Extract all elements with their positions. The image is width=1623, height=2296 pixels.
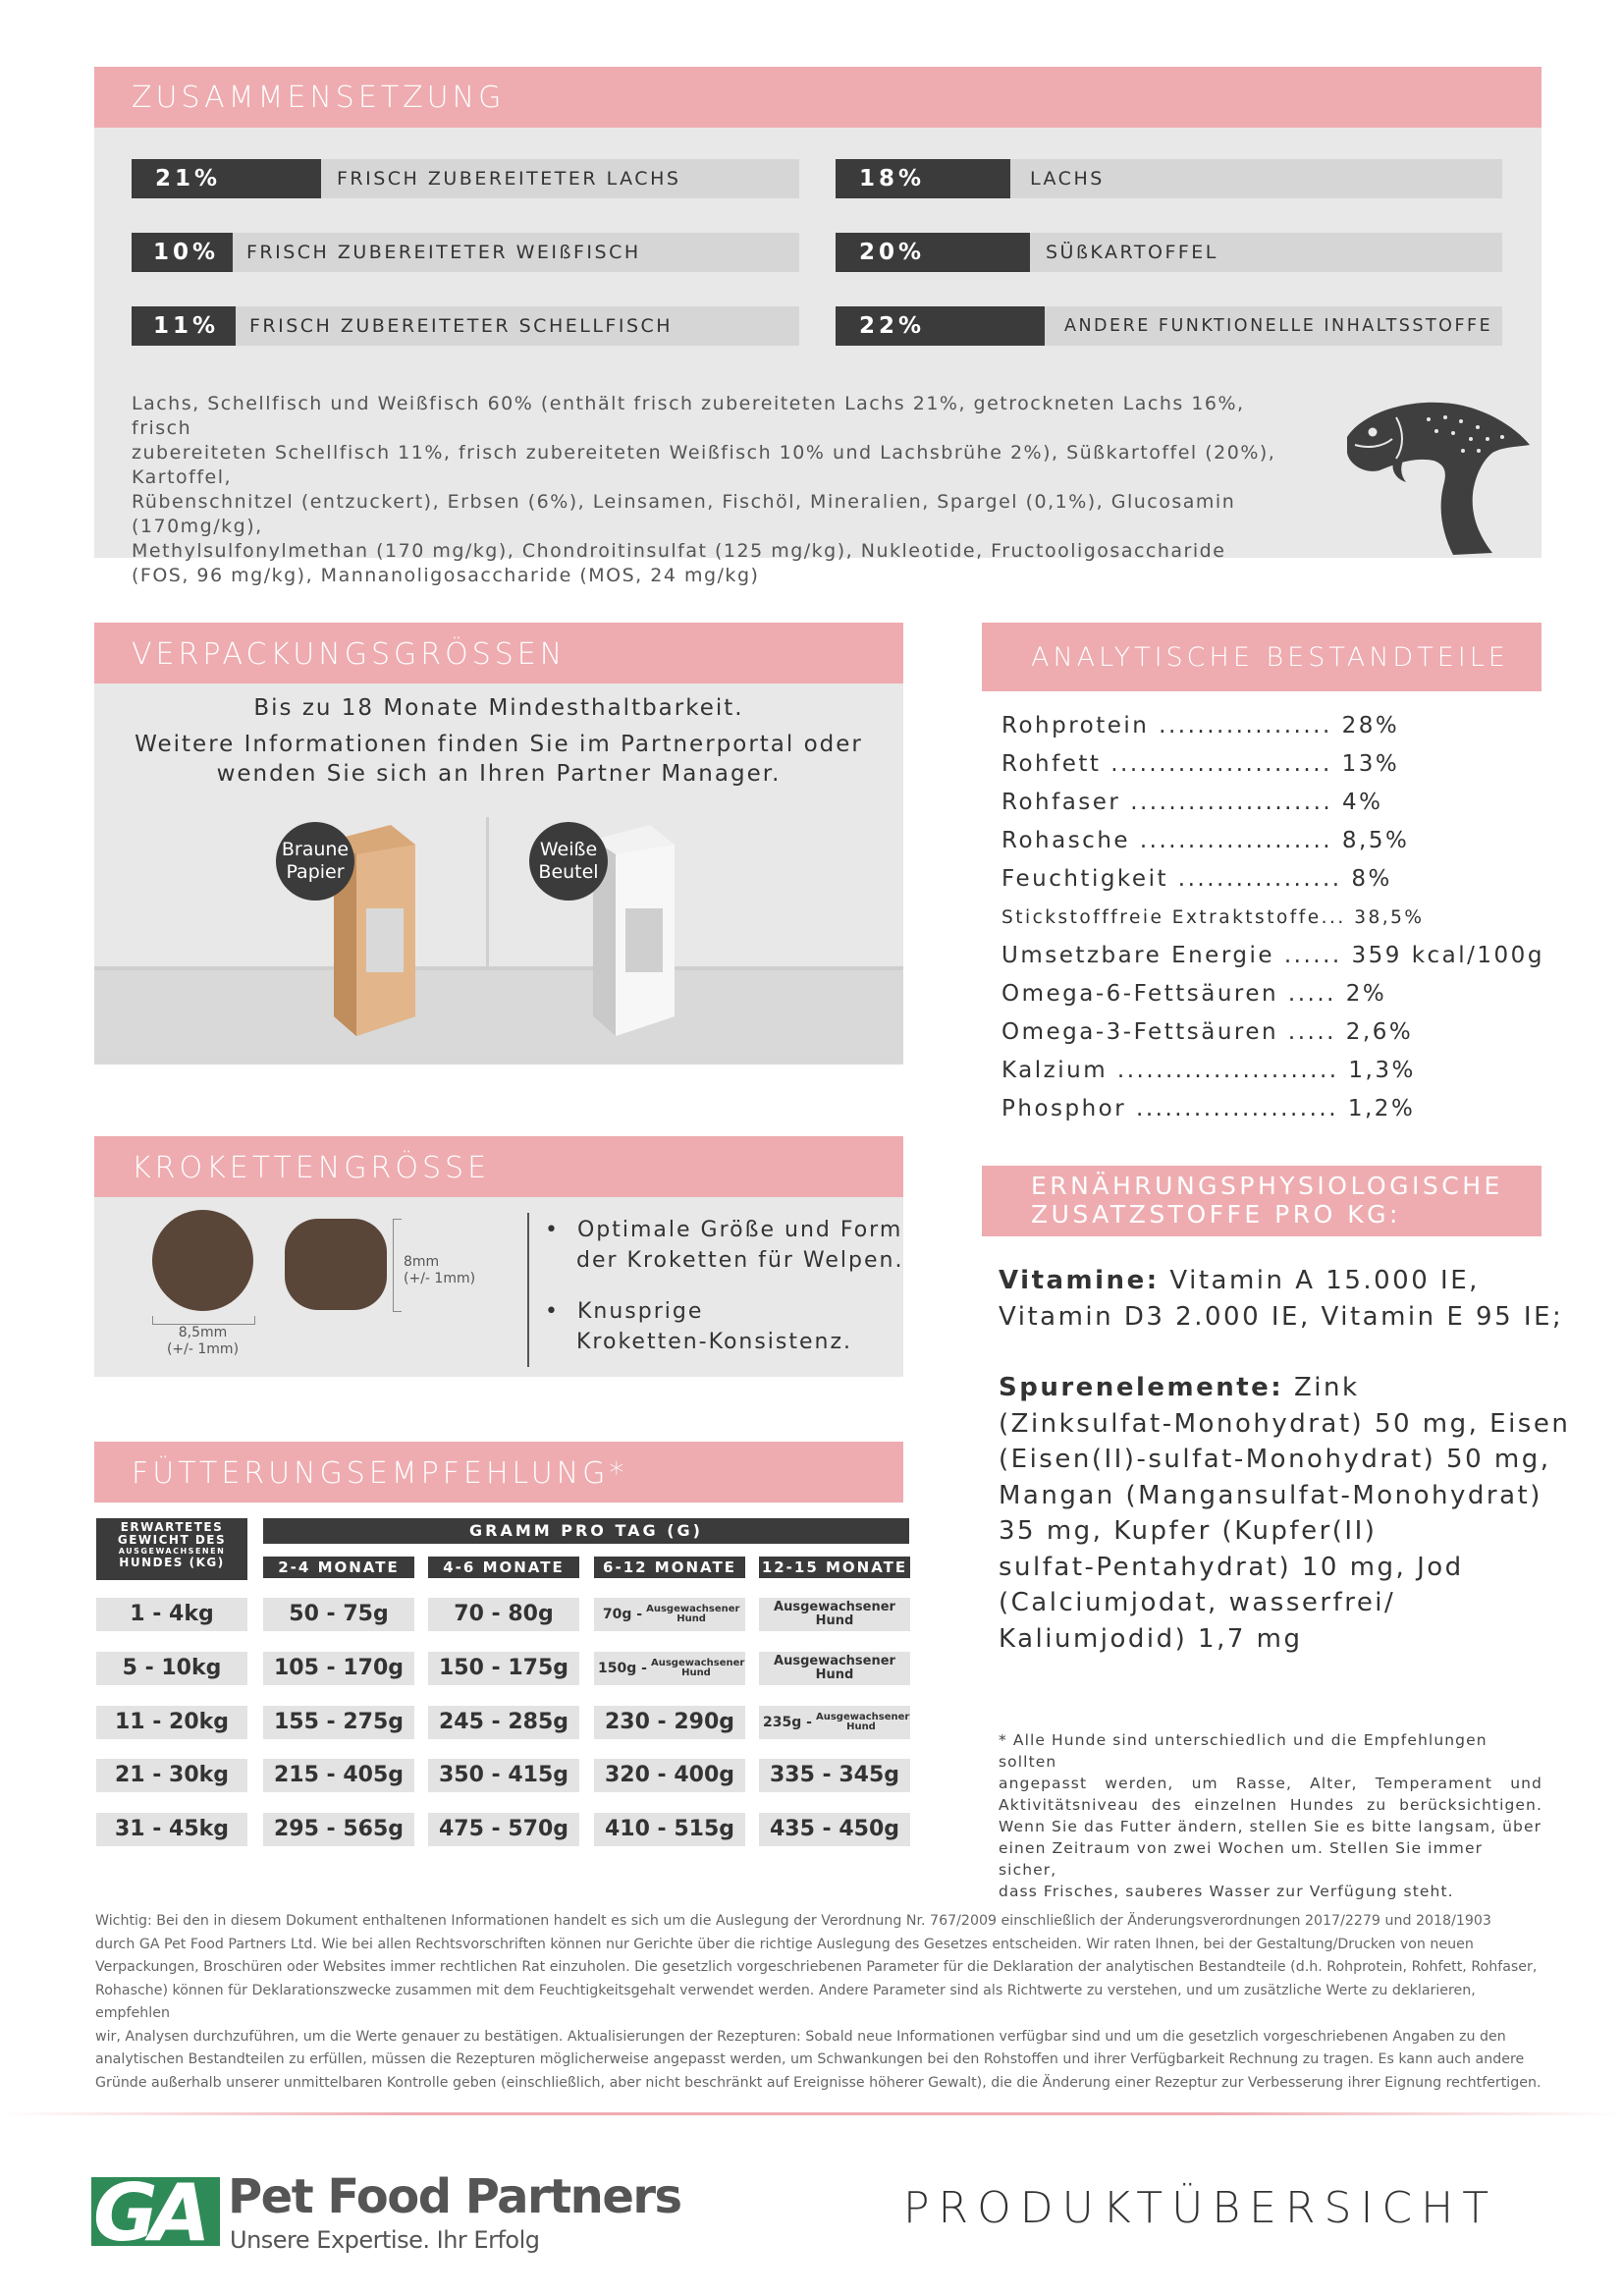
kibble-side-icon	[285, 1219, 387, 1310]
gram-cell: 245 - 285g	[428, 1706, 579, 1739]
gram-cell: 410 - 515g	[594, 1813, 745, 1846]
brown-bag-label-line: Braune	[281, 839, 350, 860]
disclaimer-line: Verpackungen, Broschüren oder Websites immer rechtlichen Rat einzuholen. Die gesetzlich vorgeschriebenen Parameter für die Deklaration der analytischen Bestandteile (d.h. Rohprotein, Rohfett, Rohfaser,	[95, 1959, 1538, 1975]
partner-info-text: Weitere Informationen finden Sie im Partnerportal oder	[135, 732, 863, 757]
gram-cell: 105 - 170g	[263, 1652, 414, 1685]
gram-cell: 230 - 290g	[594, 1706, 745, 1739]
analytic-item: Rohasche .................... 8,5%	[1001, 828, 1410, 853]
kibble-height	[404, 1254, 475, 1287]
analytic-item: Feuchtigkeit ................. 8%	[1001, 866, 1392, 892]
kibble-height-tolerance: (+/- 1mm)	[404, 1271, 476, 1286]
composition-percent: 18%	[836, 159, 1010, 198]
kibble-diameter-bracket	[152, 1316, 255, 1325]
weight-header-line: HUNDES (KG)	[119, 1556, 225, 1569]
weight-cell: 21 - 30kg	[96, 1759, 247, 1792]
composition-label: SÜßKARTOFFEL	[1030, 233, 1502, 272]
footnote-line: Aktivitätsniveau des einzelnen Hundes zu berücksichtigen.	[999, 1796, 1542, 1814]
ga-logo-letters: GA	[93, 2177, 203, 2246]
month-header: 6-12 MONATE	[594, 1557, 745, 1578]
weight-header	[96, 1518, 247, 1580]
room-corner	[486, 817, 489, 969]
analytic-item: Rohprotein .................. 28%	[1001, 713, 1400, 738]
brown-bag-label-line: Papier	[286, 861, 345, 883]
kibble-height-value: 8mm	[404, 1254, 440, 1270]
gram-cell	[759, 1706, 910, 1739]
gram-value: 70g -	[602, 1607, 643, 1622]
gram-cell: 335 - 345g	[759, 1759, 910, 1792]
white-bag-label-line: Beutel	[538, 861, 599, 883]
month-header: 12-15 MONATE	[759, 1557, 910, 1578]
composition-label: FRISCH ZUBEREITETER LACHS	[321, 159, 799, 198]
vitamins-text: Vitamin D3 2.000 IE, Vitamin E 95 IE;	[999, 1301, 1564, 1332]
packaging-info	[94, 693, 903, 789]
footnote-line: einen Zeitraum von zwei Wochen um. Stellen Sie immer sicher,	[999, 1839, 1484, 1879]
gram-cell: 70 - 80g	[428, 1598, 579, 1631]
gram-cell	[759, 1652, 910, 1685]
kibble-round-icon	[152, 1210, 253, 1311]
analytic-item: Omega-3-Fettsäuren ..... 2,6%	[1001, 1019, 1414, 1045]
adult-dog-note: Ausgewachsener Hund	[646, 1604, 740, 1624]
weight-cell: 1 - 4kg	[96, 1598, 247, 1631]
kibble-feature	[545, 1296, 903, 1327]
composition-label: LACHS	[1010, 159, 1502, 198]
white-bag-label-line: Weiße	[539, 839, 598, 860]
gram-header: GRAMM PRO TAG (G)	[263, 1518, 909, 1544]
month-header: 4-6 MONATE	[428, 1557, 579, 1578]
analytic-header	[982, 623, 1542, 691]
packaging-title: VERPACKUNGSGRÖSSEN	[132, 637, 567, 672]
gram-cell: 295 - 565g	[263, 1813, 414, 1846]
composition-title: ZUSAMMENSETZUNG	[132, 81, 506, 115]
composition-percent: 10%	[132, 233, 233, 272]
analytic-item: Kalzium ....................... 1,3%	[1001, 1058, 1416, 1083]
kibble-feature-text: der Kroketten für Welpen.	[576, 1248, 904, 1273]
kibble-divider	[527, 1213, 529, 1367]
vitamins-text: Vitamin A 15.000 IE,	[1159, 1266, 1480, 1295]
disclaimer-line: Gründe außerhalb unserer unmittelbaren Kontrolle geben (einschließlich, aber nicht beschränkt auf Ereignisse höherer Gewalt), die die Änderung einer Rezeptur zur Verbesserung ihrer Eignung rechtfertigen.	[95, 2074, 1542, 2091]
trace-text: Kaliumjodid) 1,7 mg	[999, 1623, 1303, 1654]
weight-cell: 11 - 20kg	[96, 1706, 247, 1739]
kibble-feature	[545, 1215, 903, 1245]
trace-text: (Eisen(II)-sulfat-Monohydrat) 50 mg,	[999, 1445, 1551, 1474]
gram-cell: 435 - 450g	[759, 1813, 910, 1846]
disclaimer-line: wir, Analysen durchzuführen, um die Werte genauer zu bestätigen. Aktualisierungen der Rezepturen: Sobald neue Informationen verfügbar sind und um die gesetzlich vorgeschriebenen Angaben zu den	[95, 2028, 1506, 2045]
gram-cell: 215 - 405g	[263, 1759, 414, 1792]
bullet-icon: •	[545, 1299, 560, 1324]
gram-cell: 475 - 570g	[428, 1813, 579, 1846]
feeding-header	[94, 1442, 903, 1503]
trace-text: (Calciumjodat, wasserfrei/	[999, 1588, 1396, 1617]
footnote-line: dass Frisches, sauberes Wasser zur Verfügung steht.	[999, 1883, 1454, 1900]
kibble-diameter	[142, 1325, 263, 1358]
composition-text	[132, 392, 1310, 588]
gram-cell	[594, 1652, 745, 1685]
trace-text: 35 mg, Kupfer (Kupfer(II)	[999, 1516, 1378, 1546]
trace-line	[999, 1370, 1570, 1406]
composition-label: FRISCH ZUBEREITETER WEIßFISCH	[233, 233, 799, 272]
legal-disclaimer	[95, 1910, 1548, 2095]
additives-header	[982, 1166, 1542, 1236]
kibble-feature-text: Optimale Größe und Form	[576, 1218, 903, 1242]
gram-cell: 350 - 415g	[428, 1759, 579, 1792]
footnote-line: * Alle Hunde sind unterschiedlich und die Empfehlungen sollten	[999, 1731, 1488, 1771]
trace-label: Spurenelemente:	[999, 1373, 1284, 1402]
composition-header	[94, 67, 1542, 128]
composition-item	[132, 306, 799, 346]
feeding-title: FÜTTERUNGSEMPFEHLUNG*	[132, 1456, 628, 1491]
partner-info-text: wenden Sie sich an Ihren Partner Manager.	[216, 761, 782, 787]
kibble-height-bracket	[393, 1219, 402, 1312]
salmon-icon	[1335, 388, 1542, 560]
adult-dog-note: Ausgewachsener Hund	[774, 1600, 895, 1628]
weight-header-line: GEWICHT DES	[117, 1533, 227, 1547]
brand-tagline: Unsere Expertise. Ihr Erfolg	[230, 2226, 540, 2254]
weight-cell: 5 - 10kg	[96, 1652, 247, 1685]
weight-header-line: AUSGEWACHSENEN	[118, 1547, 226, 1556]
disclaimer-line: analytischen Bestandteilen zu erfüllen, müssen die Rezepturen möglicherweise angepasst werden, um Schwankungen bei den Rohstoffen und ihrer Verfügbarkeit Rechnung zu tragen. Es kann auch andere	[95, 2051, 1525, 2067]
analytic-item: Rohfett ....................... 13%	[1001, 751, 1400, 777]
analytic-item: Rohfaser ..................... 4%	[1001, 790, 1383, 815]
analytic-list	[1001, 707, 1544, 1128]
feeding-footnote	[999, 1729, 1542, 1902]
composition-text-line: zubereiteten Schellfisch 11%, frisch zubereiteten Weißfisch 10% und Lachsbrühe 2%), Süßkartoffel (20%), Kartoffel,	[132, 442, 1276, 488]
analytic-title: ANALYTISCHE BESTANDTEILE	[1031, 642, 1509, 673]
weight-header-line: ERWARTETES	[120, 1520, 224, 1534]
month-header: 2-4 MONATE	[263, 1557, 414, 1578]
kibble-diameter-value: 8,5mm	[178, 1325, 228, 1340]
shelf-life-text: Bis zu 18 Monate Mindesthaltbarkeit.	[253, 695, 744, 721]
adult-dog-note: Ausgewachsener Hund	[774, 1654, 895, 1682]
additives-text	[999, 1263, 1570, 1657]
adult-dog-note: Ausgewachsener Hund	[815, 1712, 910, 1732]
footer-divider	[0, 2112, 1623, 2115]
composition-label: FRISCH ZUBEREITETER SCHELLFISCH	[236, 306, 799, 346]
gram-value: 235g -	[763, 1715, 812, 1730]
vitamins-line	[999, 1263, 1570, 1299]
analytic-item: Umsetzbare Energie ...... 359 kcal/100g	[1001, 943, 1544, 968]
kibble-feature-text: Knusprige	[576, 1299, 704, 1324]
composition-percent: 22%	[836, 306, 1045, 346]
gram-cell: 155 - 275g	[263, 1706, 414, 1739]
gram-cell	[759, 1598, 910, 1631]
analytic-item: Omega-6-Fettsäuren ..... 2%	[1001, 981, 1387, 1007]
kibble-feature-text: Kroketten-Konsistenz.	[576, 1330, 853, 1354]
composition-item	[836, 233, 1502, 272]
disclaimer-line: durch GA Pet Food Partners Ltd. Wie bei allen Rechtsvorschriften können nur Gerichte über die richtige Auslegung des Gesetzes entscheiden. Wir raten Ihnen, bei der Gestaltung/Drucken von neuen	[95, 1936, 1474, 1952]
composition-percent: 20%	[836, 233, 1030, 272]
gram-cell: 320 - 400g	[594, 1759, 745, 1792]
ga-logo	[91, 2177, 220, 2246]
composition-text-line: Lachs, Schellfisch und Weißfisch 60% (enthält frisch zubereiteten Lachs 21%, getrockneten Lachs 16%, frisch	[132, 393, 1245, 439]
gram-cell: 50 - 75g	[263, 1598, 414, 1631]
footnote-line: angepasst werden, um Rasse, Alter, Temperament und	[999, 1775, 1542, 1792]
composition-item	[132, 159, 799, 198]
kibble-features	[545, 1215, 903, 1357]
trace-text: (Zinksulfat-Monohydrat) 50 mg, Eisen	[999, 1408, 1571, 1439]
composition-text-line: (FOS, 96 mg/kg), Mannanoligosaccharide (MOS, 24 mg/kg)	[132, 565, 760, 586]
composition-percent: 11%	[132, 306, 236, 346]
composition-item	[132, 233, 799, 272]
trace-text: sulfat-Pentahydrat) 10 mg, Jod	[999, 1552, 1464, 1582]
trace-text: Zink	[1283, 1373, 1360, 1402]
footnote-line: Wenn Sie das Futter ändern, stellen Sie es bitte langsam, über	[999, 1818, 1542, 1835]
additives-title-line: ERNÄHRUNGSPHYSIOLOGISCHE	[1031, 1172, 1503, 1200]
kibble-title: KROKETTENGRÖSSE	[132, 1151, 491, 1185]
document-title: PRODUKTÜBERSICHT	[903, 2183, 1498, 2233]
brown-bag-label	[276, 822, 354, 901]
gram-value: 150g -	[598, 1661, 647, 1676]
room-floor	[94, 970, 903, 1065]
brand-name: Pet Food Partners	[228, 2169, 681, 2224]
trace-text: Mangan (Mangansulfat-Monohydrat)	[999, 1480, 1542, 1510]
composition-label: ANDERE FUNKTIONELLE INHALTSSTOFFE	[1045, 306, 1502, 346]
additives-title-line: ZUSATZSTOFFE PRO KG:	[1031, 1200, 1401, 1229]
composition-item	[836, 306, 1502, 346]
composition-item	[836, 159, 1502, 198]
room-line	[94, 966, 903, 970]
weight-cell: 31 - 45kg	[96, 1813, 247, 1846]
composition-text-line: Rübenschnitzel (entzuckert), Erbsen (6%), Leinsamen, Fischöl, Mineralien, Spargel (0,1%), Glucosamin (170mg/kg),	[132, 491, 1236, 537]
composition-percent: 21%	[132, 159, 321, 198]
white-bag-label	[529, 822, 608, 901]
kibble-header	[94, 1136, 903, 1197]
analytic-item: Stickstofffreie Extraktstoffe... 38,5%	[1001, 907, 1425, 928]
bullet-icon: •	[545, 1218, 560, 1242]
additives-title	[1031, 1172, 1503, 1229]
disclaimer-line: Rohasche) können für Deklarationszwecke zusammen mit dem Feuchtigkeitsgehalt verwendet werden. Andere Parameter sind als Richtwerte zu verstehen, und um zusätzliche Werte zu deklarieren, empfehlen	[95, 1982, 1476, 2021]
adult-dog-note: Ausgewachsener Hund	[650, 1658, 745, 1678]
composition-text-line: Methylsulfonylmethan (170 mg/kg), Chondroitinsulfat (125 mg/kg), Nukleotide, Fructooligosaccharide	[132, 540, 1226, 562]
disclaimer-line: Wichtig: Bei den in diesem Dokument enthaltenen Informationen handelt es sich um die Auslegung der Verordnung Nr. 767/2009 einschließlich der Änderungsverordnungen 2017/2279 und 2018/1903	[95, 1913, 1491, 1929]
gram-cell	[594, 1598, 745, 1631]
analytic-item: Phosphor ..................... 1,2%	[1001, 1096, 1416, 1121]
packaging-header	[94, 623, 903, 683]
vitamins-label: Vitamine:	[999, 1266, 1160, 1295]
kibble-diameter-tolerance: (+/- 1mm)	[166, 1341, 240, 1357]
gram-cell: 150 - 175g	[428, 1652, 579, 1685]
